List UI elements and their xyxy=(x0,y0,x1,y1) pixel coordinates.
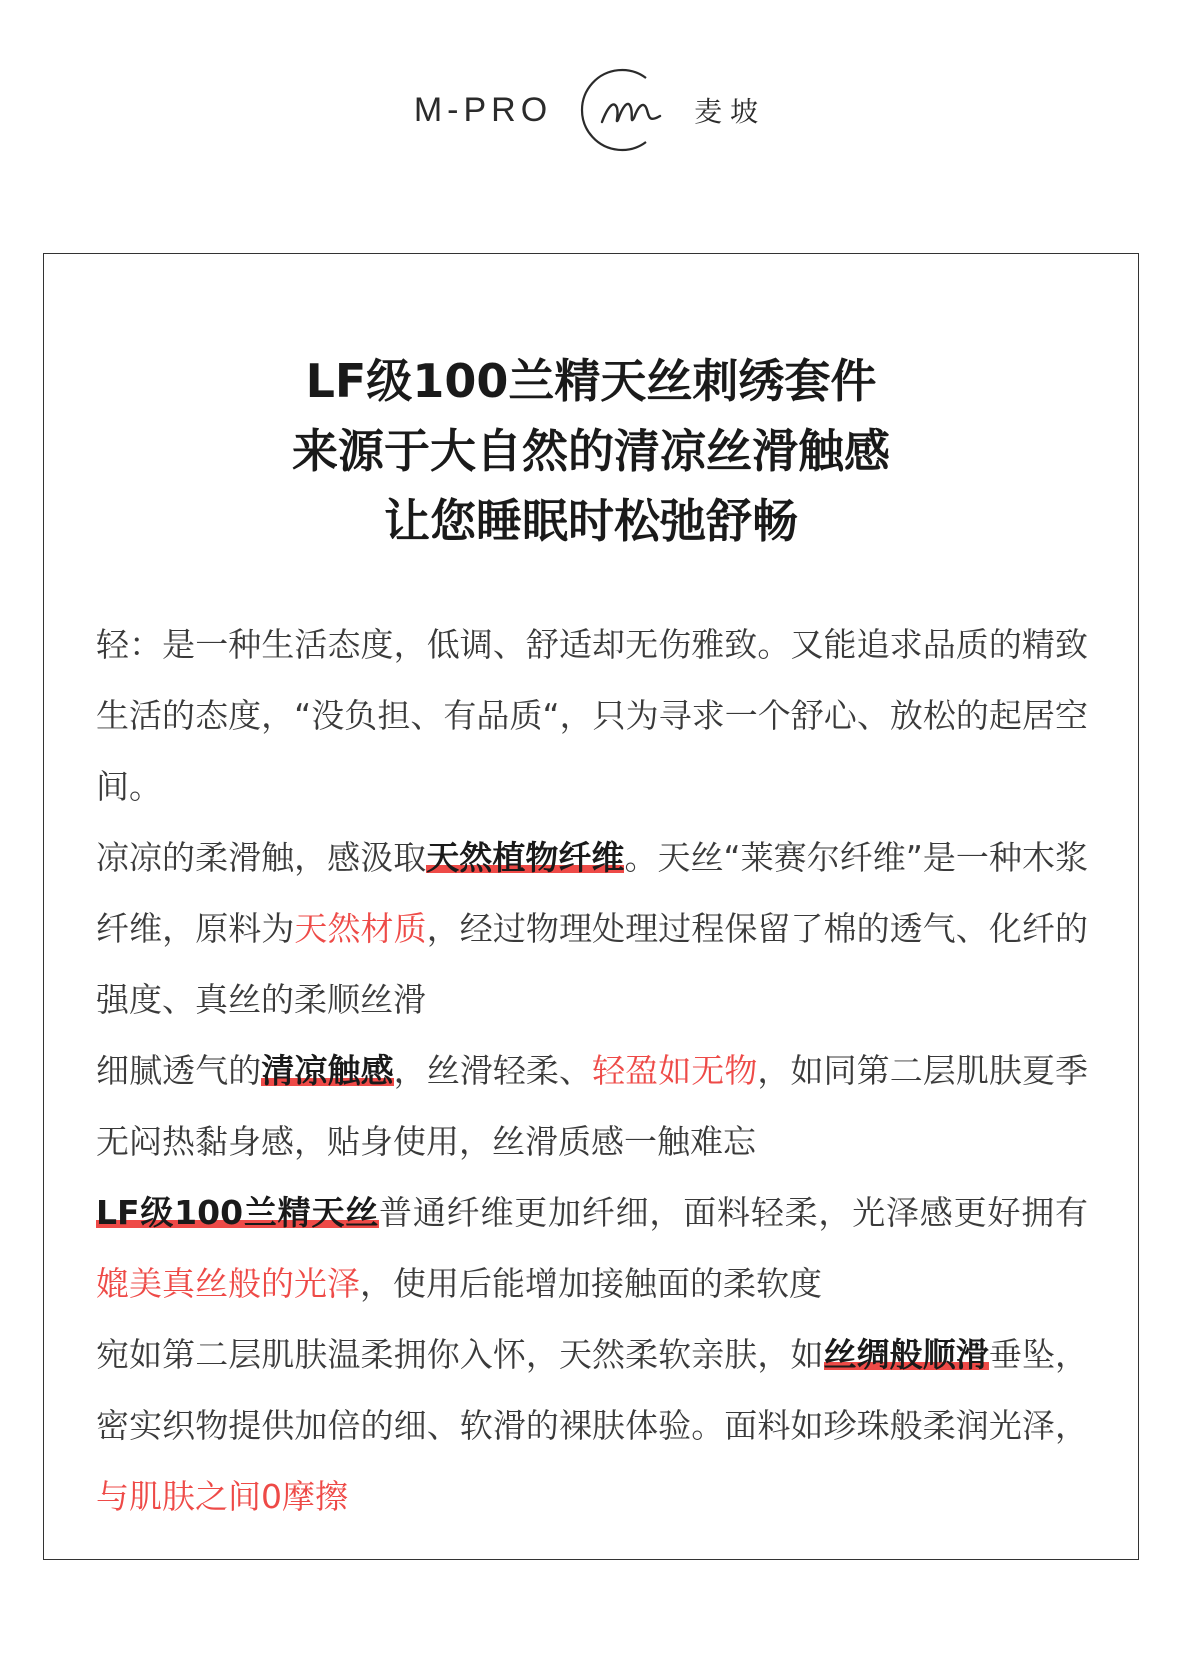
headline-line: 来源于大自然的清凉丝滑触感 xyxy=(292,424,890,478)
paragraph-text: 普通纤维更加纤细，面料轻柔，光泽感更好拥有 xyxy=(379,1193,1088,1232)
paragraph-text: 宛如第二层肌肤温柔拥你入怀，天然柔软亲肤，如 xyxy=(96,1335,824,1374)
highlight-bold-text: 丝绸般顺滑 xyxy=(823,1335,989,1374)
headline-line: LF级100兰精天丝刺绣套件 xyxy=(305,354,877,408)
highlight-red-text: 与肌肤之间0摩擦 xyxy=(96,1477,348,1516)
paragraph-text: ，使用后能增加接触面的柔软度 xyxy=(360,1264,822,1303)
highlight-red-text: 媲美真丝般的光泽 xyxy=(96,1264,360,1303)
highlight-red-text: 天然材质 xyxy=(294,909,427,948)
brand-name-cn: 麦坡 xyxy=(694,95,767,128)
paragraph xyxy=(96,1035,1088,1177)
paragraph xyxy=(96,1319,1088,1532)
paragraph-text: 轻：是一种生活态度，低调、舒适却无伤雅致。又能追求品质的精致生活的态度，“没负担、有品质“，只为寻求一个舒心、放松的起居空间。 xyxy=(96,625,1088,806)
m-script-circle-logo-icon xyxy=(568,62,678,158)
highlight-bold-text: 清凉触感 xyxy=(261,1051,394,1090)
brand-header xyxy=(0,60,1180,160)
paragraph-text: 凉凉的柔滑触，感汲取 xyxy=(96,838,427,877)
paragraph-text: 。天丝“莱赛尔纤维”是一种木浆纤维，原料为 xyxy=(96,838,1089,948)
body-text xyxy=(96,609,1088,1532)
highlight-bold-text: LF级100兰精天丝 xyxy=(96,1193,380,1232)
paragraph-text: 垂坠，密实织物提供加倍的细、软滑的裸肤体验。面料如珍珠般柔润光泽， xyxy=(96,1335,1089,1445)
highlight-bold-text: 天然植物纤维 xyxy=(426,838,625,877)
paragraph xyxy=(96,609,1088,822)
paragraph-text: 细腻透气的 xyxy=(96,1051,262,1090)
paragraph-text: ，丝滑轻柔、 xyxy=(393,1051,593,1090)
brand-name-en: M-PRO xyxy=(413,90,553,129)
paragraph xyxy=(96,822,1088,1035)
paragraph-text: ，如同第二层肌肤夏季无闷热黏身感，贴身使用，丝滑质感一触难忘 xyxy=(96,1051,1089,1161)
highlight-red-text: 轻盈如无物 xyxy=(592,1051,758,1090)
paragraph-text: ，经过物理处理过程保留了棉的透气、化纤的强度、真丝的柔顺丝滑 xyxy=(96,909,1089,1019)
headline xyxy=(44,346,1138,556)
headline-line: 让您睡眠时松弛舒畅 xyxy=(384,494,798,548)
content-card xyxy=(43,253,1139,1560)
paragraph xyxy=(96,1177,1088,1319)
